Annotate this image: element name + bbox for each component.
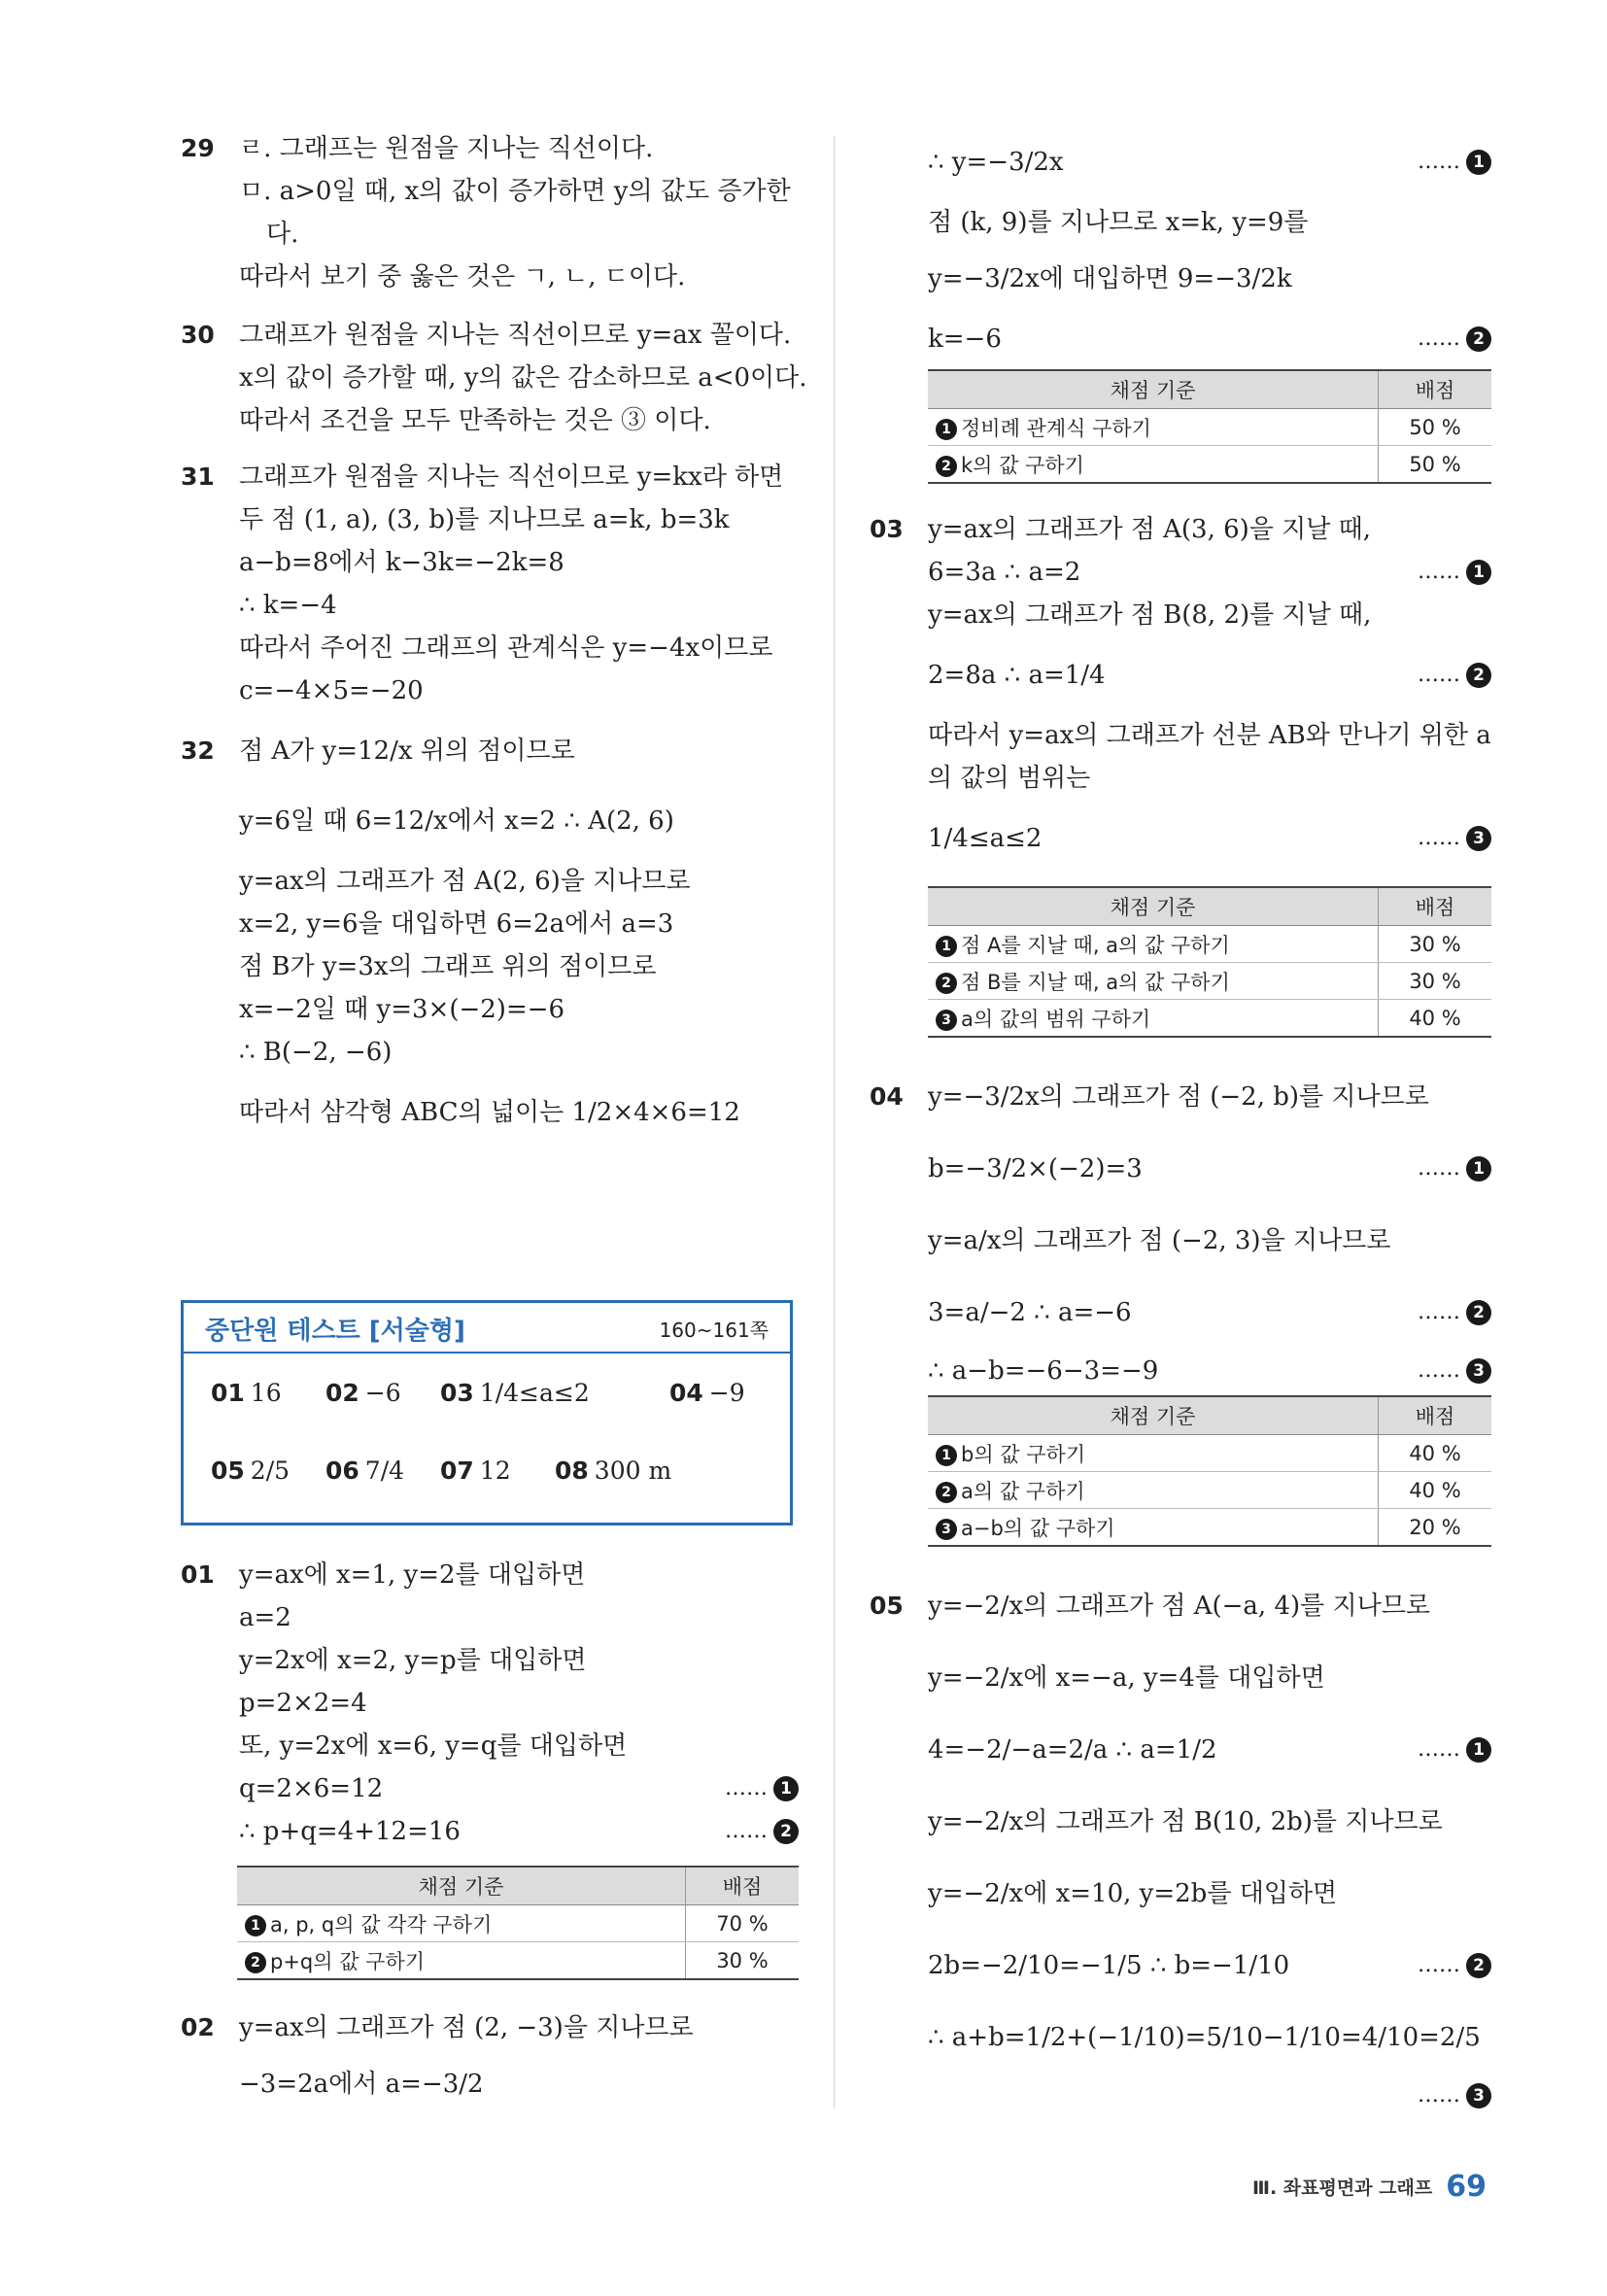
solution-line: q=2×6=12 (239, 1774, 384, 1803)
solution-line: y=−2/x의 그래프가 점 A(−a, 4)를 지나므로 (928, 1592, 1430, 1621)
step-number-icon: 2 (1466, 663, 1491, 688)
step-marker: …… 1 (1418, 1152, 1491, 1185)
table-row: 3 a의 값의 범위 구하기 40 % (928, 1000, 1491, 1038)
table-header: 채점 기준 (928, 370, 1379, 409)
solution-line: 따라서 조건을 모두 만족하는 것은 ③ 이다. (239, 406, 711, 435)
table-header: 채점 기준 (928, 887, 1379, 926)
unit-test-answer-box (181, 1300, 793, 1525)
step-number-icon: 1 (936, 419, 957, 440)
solution-line: 두 점 (1, a), (3, b)를 지나므로 a=k, b=3k (239, 505, 730, 534)
column-divider (834, 136, 835, 2108)
solution-line: a=2 (239, 1603, 291, 1632)
answer-item: 02 −6 (325, 1379, 401, 1407)
step-number-icon: 2 (1466, 326, 1491, 352)
solution-line: x의 값이 증가할 때, y의 값은 감소하므로 a<0이다. (239, 363, 807, 393)
table-row: 2 p+q의 값 구하기 30 % (237, 1942, 799, 1980)
answer-box-pages: 160~161쪽 (659, 1319, 769, 1342)
table-row: 1 점 A를 지날 때, a의 값 구하기 30 % (928, 926, 1491, 963)
solution-line: ∴ a+b=1/2+(−1/10)=5/10−1/10=4/10=2/5 (928, 2023, 1481, 2052)
step-number-icon: 2 (936, 1482, 957, 1503)
solution-line: 의 값의 범위는 (928, 764, 1091, 793)
table-header: 배점 (686, 1867, 800, 1905)
answer-item: 01 16 (211, 1379, 282, 1407)
table-row: 1 a, p, q의 값 각각 구하기 70 % (237, 1905, 799, 1942)
answer-box-header (184, 1303, 790, 1354)
solution-line: 다. (266, 220, 299, 249)
solution-line: ∴ a−b=−6−3=−9 (928, 1356, 1159, 1386)
solution-line: 따라서 삼각형 ABC의 넓이는 1/2×4×6=12 (239, 1098, 740, 1127)
answer-item: 05 2/5 (211, 1456, 291, 1485)
answer-item: 08 300 m (555, 1456, 672, 1485)
step-number-icon: 2 (1466, 1953, 1491, 1978)
step-number-icon: 2 (1466, 1300, 1491, 1325)
solution-line: k=−6 (928, 325, 1002, 354)
table-header: 배점 (1379, 1396, 1492, 1435)
solution-line: b=−3/2×(−2)=3 (928, 1154, 1143, 1183)
step-marker: …… 1 (1418, 556, 1491, 589)
table-row: 1 b의 값 구하기 40 % (928, 1435, 1491, 1472)
step-marker: …… 2 (1418, 659, 1491, 692)
step-number-icon: 1 (1466, 150, 1491, 175)
step-marker: …… 3 (1418, 822, 1491, 855)
solution-line: 그래프가 원점을 지나는 직선이므로 y=ax 꼴이다. (239, 321, 792, 350)
step-number-icon: 3 (936, 1519, 957, 1540)
step-marker: …… 1 (725, 1772, 799, 1805)
table-header: 채점 기준 (928, 1396, 1379, 1435)
step-number-icon: 3 (1466, 1358, 1491, 1384)
solution-line: ∴ B(−2, −6) (239, 1038, 393, 1067)
step-number-icon: 1 (1466, 560, 1491, 585)
table-row: 2 점 B를 지날 때, a의 값 구하기 30 % (928, 963, 1491, 1000)
step-marker: …… 2 (1418, 1949, 1491, 1982)
step-number-icon: 2 (936, 456, 957, 477)
step-number-icon: 2 (936, 973, 957, 994)
step-marker: …… 1 (1418, 1733, 1491, 1766)
step-marker: …… 2 (725, 1815, 799, 1848)
solution-line: y=ax에 x=1, y=2를 대입하면 (239, 1560, 586, 1590)
step-number-icon: 2 (245, 1952, 266, 1973)
solution-line: y=2x에 x=2, y=p를 대입하면 (239, 1646, 587, 1675)
step-marker: …… 3 (1418, 2079, 1491, 2112)
table-header: 채점 기준 (237, 1867, 686, 1905)
solution-line: ∴ p+q=4+12=16 (239, 1817, 461, 1846)
step-number-icon: 1 (936, 936, 957, 957)
page-number: 69 (1446, 2170, 1487, 2204)
problem-number: 32 (181, 737, 215, 765)
problem-number: 04 (870, 1082, 904, 1111)
step-number-icon: 1 (1466, 1156, 1491, 1182)
solution-line: p=2×2=4 (239, 1689, 367, 1718)
step-number-icon: 1 (245, 1915, 266, 1936)
solution-line: 3=a/−2 ∴ a=−6 (928, 1298, 1132, 1327)
solution-line: y=6일 때 6=12/x에서 x=2 ∴ A(2, 6) (239, 806, 674, 836)
solution-line: 4=−2/−a=2/a ∴ a=1/2 (928, 1735, 1217, 1765)
scoring-table (928, 886, 1491, 1038)
solution-line: 점 B가 y=3x의 그래프 위의 점이므로 (239, 952, 657, 981)
solution-line: y=a/x의 그래프가 점 (−2, 3)을 지나므로 (928, 1226, 1391, 1255)
solution-line: y=−2/x에 x=10, y=2b를 대입하면 (928, 1879, 1338, 1908)
table-row: 2 a의 값 구하기 40 % (928, 1472, 1491, 1509)
solution-line: 6=3a ∴ a=2 (928, 558, 1081, 587)
step-marker: …… 1 (1418, 146, 1491, 179)
problem-number: 29 (181, 134, 215, 162)
table-row: 1 정비례 관계식 구하기 50 % (928, 409, 1491, 446)
solution-line: ∴ y=−3/2x (928, 148, 1064, 177)
solution-line: 따라서 주어진 그래프의 관계식은 y=−4x이므로 (239, 634, 773, 663)
solution-line: y=ax의 그래프가 점 B(8, 2)를 지날 때, (928, 600, 1372, 630)
page-footer (1252, 2170, 1487, 2204)
solution-line: 2b=−2/10=−1/5 ∴ b=−1/10 (928, 1951, 1290, 1980)
solution-line: 따라서 y=ax의 그래프가 선분 AB와 만나기 위한 a (928, 721, 1491, 750)
solution-line: 1/4≤a≤2 (928, 824, 1043, 853)
table-row: 3 a−b의 값 구하기 20 % (928, 1509, 1491, 1547)
step-number-icon: 2 (773, 1819, 799, 1844)
solution-line: ㄹ. 그래프는 원점을 지나는 직선이다. (239, 134, 654, 163)
solution-line: 점 A가 y=12/x 위의 점이므로 (239, 737, 575, 766)
step-marker: …… 2 (1418, 1296, 1491, 1329)
step-number-icon: 3 (1466, 2083, 1491, 2108)
solution-line: a−b=8에서 k−3k=−2k=8 (239, 548, 564, 577)
step-marker: …… 3 (1418, 1354, 1491, 1388)
solution-line: y=−3/2x에 대입하면 9=−3/2k (928, 264, 1292, 293)
scoring-table (237, 1866, 799, 1980)
solution-line: ㅁ. a>0일 때, x의 값이 증가하면 y의 값도 증가한 (239, 177, 791, 206)
solution-line: ∴ k=−4 (239, 591, 337, 620)
table-header: 배점 (1379, 887, 1492, 926)
problem-number: 30 (181, 321, 215, 349)
solution-line: y=ax의 그래프가 점 (2, −3)을 지나므로 (239, 2013, 694, 2042)
solution-line: 점 (k, 9)를 지나므로 x=k, y=9를 (928, 208, 1309, 237)
solution-line: −3=2a에서 a=−3/2 (239, 2070, 484, 2099)
solution-line: x=2, y=6을 대입하면 6=2a에서 a=3 (239, 909, 674, 939)
solution-line: c=−4×5=−20 (239, 676, 424, 705)
answer-item: 03 1/4≤a≤2 (440, 1379, 590, 1407)
step-number-icon: 1 (936, 1445, 957, 1466)
answer-item: 04 −9 (669, 1379, 745, 1407)
answer-box-title: 중단원 테스트 [서술형] (205, 1317, 465, 1346)
problem-number: 01 (181, 1560, 215, 1589)
step-marker: …… 2 (1418, 323, 1491, 356)
answer-item: 06 7/4 (325, 1456, 405, 1485)
solution-line: y=−3/2x의 그래프가 점 (−2, b)를 지나므로 (928, 1082, 1429, 1112)
solution-line: y=−2/x의 그래프가 점 B(10, 2b)를 지나므로 (928, 1807, 1443, 1836)
solution-line: 따라서 보기 중 옳은 것은 ㄱ, ㄴ, ㄷ이다. (239, 262, 686, 291)
step-number-icon: 3 (936, 1010, 957, 1031)
problem-number: 02 (181, 2013, 215, 2041)
solution-line: 또, y=2x에 x=6, y=q를 대입하면 (239, 1731, 628, 1761)
problem-number: 31 (181, 463, 215, 491)
scoring-table (928, 369, 1491, 484)
scoring-table (928, 1395, 1491, 1547)
solution-line: y=−2/x에 x=−a, y=4를 대입하면 (928, 1663, 1325, 1693)
step-number-icon: 1 (1466, 1737, 1491, 1763)
solution-line: 그래프가 원점을 지나는 직선이므로 y=kx라 하면 (239, 463, 784, 492)
table-row: 2 k의 값 구하기 50 % (928, 446, 1491, 484)
solution-line: 2=8a ∴ a=1/4 (928, 661, 1106, 690)
solution-line: x=−2일 때 y=3×(−2)=−6 (239, 995, 565, 1024)
table-header: 배점 (1379, 370, 1492, 409)
problem-number: 03 (870, 515, 904, 543)
answer-item: 07 12 (440, 1456, 511, 1485)
step-number-icon: 1 (773, 1776, 799, 1801)
section-title: Ⅲ. 좌표평면과 그래프 (1252, 2177, 1433, 2199)
problem-number: 05 (870, 1592, 904, 1620)
step-number-icon: 3 (1466, 826, 1491, 851)
solution-line: y=ax의 그래프가 점 A(2, 6)을 지나므로 (239, 867, 691, 896)
solution-line: y=ax의 그래프가 점 A(3, 6)을 지날 때, (928, 515, 1372, 544)
